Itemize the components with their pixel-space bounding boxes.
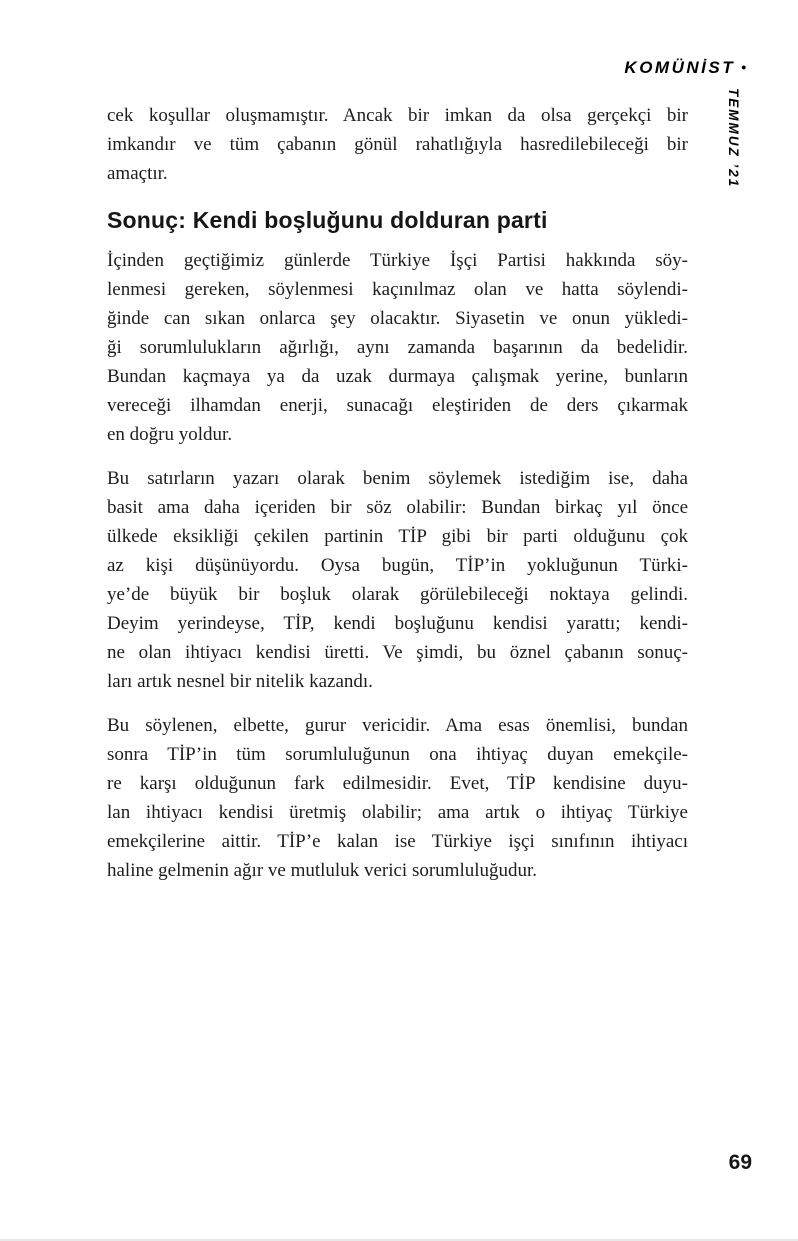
continuation-paragraph: [107, 101, 688, 188]
text-line: amaçtır.: [107, 163, 168, 184]
text-line: re karşı olduğunun fark edilmesidir. Evet, TİP kendisine duyu-: [107, 773, 688, 794]
text-line: ülkede eksikliği çekilen partinin TİP gibi bir parti olduğunu çok: [107, 526, 688, 547]
text-line: lenmesi gereken, söylenmesi kaçınılmaz olan ve hatta söylendi-: [107, 279, 688, 300]
masthead: [624, 58, 746, 78]
text-line: İçinden geçtiğimiz günlerde Türkiye İşçi Partisi hakkında söy-: [107, 250, 688, 271]
text-line: Bundan kaçmaya ya da uzak durmaya çalışmak yerine, bunların: [107, 366, 688, 387]
text-line: Deyim yerindeyse, TİP, kendi boşluğunu kendisi yarattı; kendi-: [107, 613, 688, 634]
text-line: ğinde can sıkan onlarca şey olacaktır. Siyasetin ve onun yükledi-: [107, 308, 688, 329]
text-line: lan ihtiyacı kendisi üretmiş olabilir; ama artık o ihtiyaç Türkiye: [107, 802, 688, 823]
text-line: Bu söylenen, elbette, gurur vericidir. Ama esas önemlisi, bundan: [107, 715, 688, 736]
text-line: imkandır ve tüm çabanın gönül rahatlığıyla hasredilebileceği bir: [107, 134, 688, 155]
text-line: sonra TİP’in tüm sorumluluğunun ona ihtiyaç duyan emekçile-: [107, 744, 688, 765]
issue-date: TEMMUZ ’21: [726, 88, 741, 189]
text-line: Bu satırların yazarı olarak benim söylemek istediğim ise, daha: [107, 468, 688, 489]
section-heading: Sonuç: Kendi boşluğunu dolduran parti: [107, 207, 548, 233]
text-line: emekçilerine aittir. TİP’e kalan ise Türkiye işçi sınıfının ihtiyacı: [107, 831, 688, 852]
page-number: 69: [728, 1151, 752, 1174]
article-body: [107, 101, 688, 900]
text-line: ları artık nesnel bir nitelik kazandı.: [107, 671, 373, 692]
text-line: az kişi düşünüyordu. Oysa bugün, TİP’in yokluğunun Türki-: [107, 555, 688, 576]
body-paragraph: [107, 464, 688, 696]
text-line: en doğru yoldur.: [107, 424, 233, 445]
text-line: vereceği ilhamdan enerji, sunacağı eleştiriden de ders çıkarmak: [107, 395, 688, 416]
body-paragraph: [107, 246, 688, 449]
text-line: haline gelmenin ağır ve mutluluk verici sorumluluğudur.: [107, 860, 538, 881]
text-line: ği sorumlulukların ağırlığı, aynı zamanda başarının da bedelidir.: [107, 337, 688, 358]
masthead-bullet-icon: •: [741, 59, 746, 75]
text-line: ye’de büyük bir boşluk olarak görülebileceği noktaya gelindi.: [107, 584, 688, 605]
text-line: cek koşullar oluşmamıştır. Ancak bir imkan da olsa gerçekçi bir: [107, 105, 688, 126]
text-line: ne olan ihtiyacı kendisi üretti. Ve şimdi, bu öznel çabanın sonuç-: [107, 642, 688, 663]
magazine-title: KOMÜNİST: [624, 58, 736, 77]
body-paragraph: [107, 711, 688, 885]
text-line: basit ama daha içeriden bir söz olabilir: Bundan birkaç yıl önce: [107, 497, 688, 518]
